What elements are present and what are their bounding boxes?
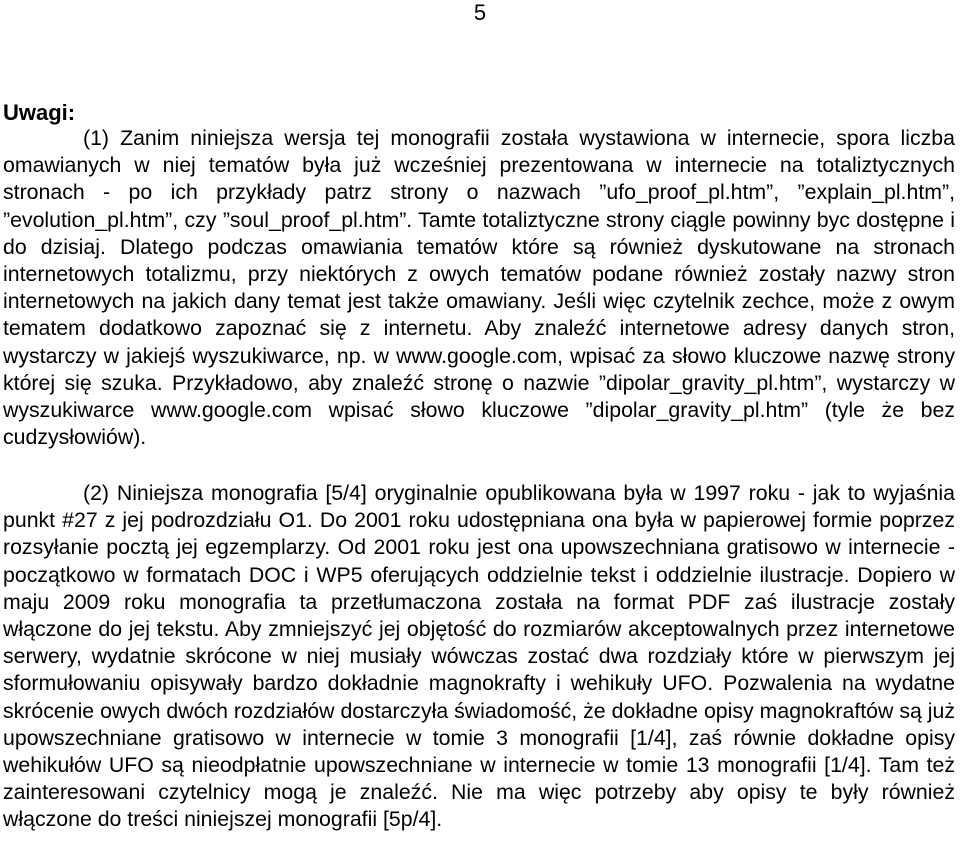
note-paragraph-2: (2) Niniejsza monografia [5/4] oryginalnie opublikowana była w 1997 roku - jak to wyjaśnia punkt #27 z jej podrozdziału O1. Do 2001 roku udostępniana ona była w papierowej formie poprzez rozsyłanie pocztą jej egzemplarzy. Od 2001 roku jest ona upowszechniana gratisowo w internecie - początkowo w formatach DOC i WP5 oferujących oddzielnie tekst i oddzielnie ilustracje. Dopiero w maju 2009 roku monografia ta przetłumaczona została na format PDF zaś ilustracje zostały włączone do jej tekstu. Aby zmniejszyć jej objętość do rozmiarów akceptowalnych przez internetowe serwery, wydatnie skrócone w niej musiały wówczas zostać dwa rozdziały które w pierwszym jej sformułowaniu opisywały bardzo dokładnie magnokrafty i wehikuły UFO. Pozwalenia na wydatne skrócenie owych dwóch rozdziałów dostarczyła świadomość, że dokładne opisy magnokraftów są już upowszechniane gratisowo w internecie w tomie 3 monografii [1/4], zaś równie dokładne opisy wehikułów UFO są nieodpłatnie upowszechniane w internecie w tomie 13 monografii [1/4]. Tam też zainteresowani czytelnicy mogą je znaleźć. Nie ma więc potrzeby aby opisy te były również włączone do treści niniejszej monografii [5p/4]. (3, 481, 955, 832)
notes-heading: Uwagi: (3, 100, 76, 125)
page-number: 5 (473, 0, 487, 25)
note-paragraph-1: (1) Zanim niniejsza wersja tej monografii została wystawiona w internecie, spora liczba omawianych w niej tematów była już wcześniej prezentowana w internecie na totaliztycznych stronach - po ich przykłady patrz strony o nazwach ”ufo_proof_pl.htm”, ”explain_pl.htm”, ”evolution_pl.htm”, czy ”soul_proof_pl.htm”. Tamte totaliztyczne strony ciągle powinny byc dostępne i do dzisiaj. Dlatego podczas omawiania tematów które są również dyskutowane na stronach internetowych totalizmu, przy niektórych z owych tematów podane również zostały nazwy stron internetowych na jakich dany temat jest także omawiany. Jeśli więc czytelnik zechce, może z owym tematem dodatkowo zapoznać się z internetu. Aby znaleźć internetowe adresy danych stron, wystarczy w jakiejś wyszukiwarce, np. w www.google.com, wpisać za słowo kluczowe nazwę strony której się szuka. Przykładowo, aby znaleźć stronę o nazwie ”dipolar_gravity_pl.htm”, wystarczy w wyszukiwarce www.google.com wpisać słowo kluczowe ”dipolar_gravity_pl.htm” (tyle że bez cudzysłowiów). (3, 126, 955, 450)
